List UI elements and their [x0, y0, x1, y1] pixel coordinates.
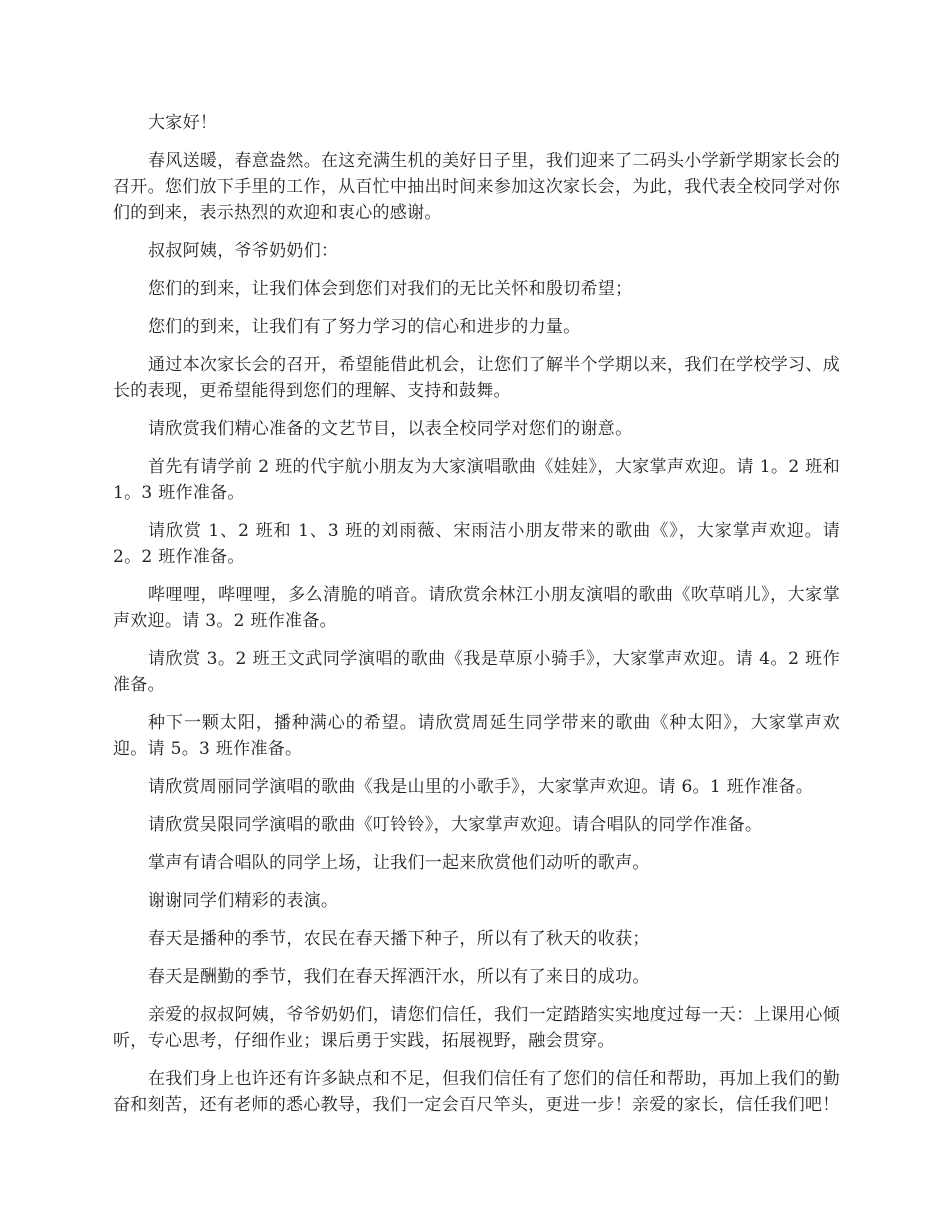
paragraph-act-4: 请欣赏 3。2 班王文武同学演唱的歌曲《我是草原小骑手》，大家掌声欢迎。请 4。2 班作准备。 [113, 649, 840, 695]
paragraph-act-7: 请欣赏吴限同学演唱的歌曲《叮铃铃》，大家掌声欢迎。请合唱队的同学作准备。 [148, 815, 763, 835]
paragraph-welcome: 春风送暖，春意盎然。在这充满生机的美好日子里，我们迎来了二码头小学新学期家长会的召开。您们放下手里的工作，从百忙中抽出时间来参加这次家长会，为此，我代表全校同学对你们的到来，表示热烈的欢迎和衷心的感谢。 [113, 151, 840, 223]
paragraph-choir: 掌声有请合唱队的同学上场，让我们一起来欣赏他们动听的歌声。 [148, 853, 650, 873]
paragraph-act-3: 哔哩哩，哔哩哩，多么清脆的哨音。请欣赏余林江小朋友演唱的歌曲《吹草哨儿》，大家掌声欢迎。请 3。2 班作准备。 [113, 585, 840, 631]
paragraph-greeting: 大家好！ [148, 113, 218, 133]
paragraph-program-intro: 请欣赏我们精心准备的文艺节目，以表全校同学对您们的谢意。 [148, 419, 633, 439]
paragraph-act-6: 请欣赏周丽同学演唱的歌曲《我是山里的小歌手》，大家掌声欢迎。请 6。1 班作准备。 [148, 777, 814, 797]
paragraph-confidence: 您们的到来，让我们有了努力学习的信心和进步的力量。 [148, 317, 581, 337]
paragraph-act-5: 种下一颗太阳，播种满心的希望。请欣赏周延生同学带来的歌曲《种太阳》，大家掌声欢迎。请 5。3 班作准备。 [113, 713, 840, 759]
paragraph-spring-effort: 春天是酬勤的季节，我们在春天挥洒汗水，所以有了来日的成功。 [148, 967, 650, 987]
paragraph-promise: 亲爱的叔叔阿姨，爷爷奶奶们，请您们信任，我们一定踏踏实实地度过每一天：上课用心倾听，专心思考，仔细作业；课后勇于实践，拓展视野，融会贯穿。 [113, 1005, 840, 1051]
paragraph-address: 叔叔阿姨，爷爷奶奶们： [148, 241, 339, 261]
paragraph-act-1: 首先有请学前 2 班的代宇航小朋友为大家演唱歌曲《娃娃》，大家掌声欢迎。请 1。2 班和 1。3 班作准备。 [113, 457, 840, 503]
paragraph-thanks: 谢谢同学们精彩的表演。 [148, 891, 339, 911]
paragraph-act-2: 请欣赏 1、2 班和 1、3 班的刘雨薇、宋雨洁小朋友带来的歌曲《》，大家掌声欢迎。请 2。2 班作准备。 [113, 521, 840, 567]
paragraph-closing: 在我们身上也许还有许多缺点和不足，但我们信任有了您们的信任和帮助，再加上我们的勤奋和刻苦，还有老师的悉心教导，我们一定会百尺竿头，更进一步！亲爱的家长，信任我们吧！ [113, 1069, 840, 1115]
paragraph-spring-sowing: 春天是播种的季节，农民在春天播下种子，所以有了秋天的收获； [148, 929, 650, 949]
paragraph-care: 您们的到来，让我们体会到您们对我们的无比关怀和殷切希望； [148, 279, 633, 299]
paragraph-purpose: 通过本次家长会的召开，希望能借此机会，让您们了解半个学期以来，我们在学校学习、成长的表现，更希望能得到您们的理解、支持和鼓舞。 [113, 355, 840, 401]
